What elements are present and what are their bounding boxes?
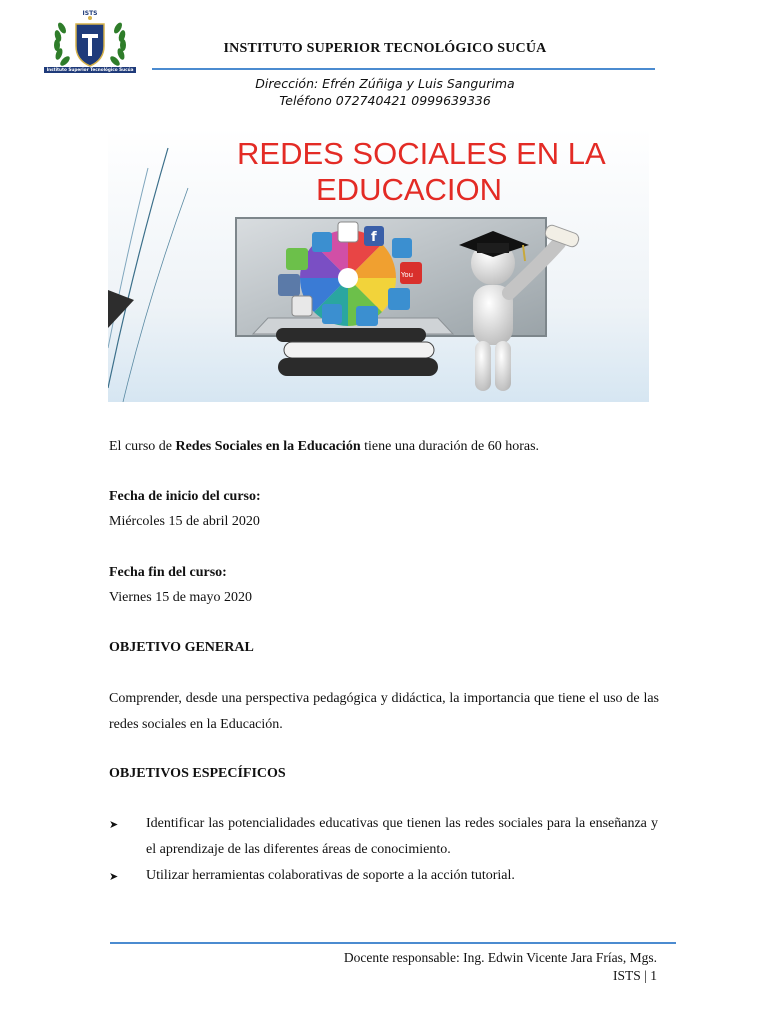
course-banner-image (108, 128, 649, 402)
specific-objective-item: Utilizar herramientas colaborativas de soporte a la acción tutorial. (146, 868, 515, 883)
banner-title-line1: REDES SOCIALES EN LA (237, 136, 606, 171)
phone-line: Teléfono 072740421 0999639336 (279, 93, 491, 108)
end-date-label: Fecha fin del curso: (109, 565, 227, 580)
intro-after: tiene una duración de 60 horas. (360, 439, 540, 454)
footer-responsible: Docente responsable: Ing. Edwin Vicente Jara Frías, Mgs. (343, 950, 657, 965)
logo-text-top: ISTS (82, 10, 98, 17)
intro-before: El curso de (109, 439, 176, 454)
course-name: Redes Sociales en la Educación (175, 439, 361, 454)
banner-title-line2: EDUCACION (316, 172, 503, 207)
bullet-arrow-icon: ➤ (109, 819, 119, 831)
end-date-value: Viernes 15 de mayo 2020 (109, 590, 253, 605)
bullet-arrow-icon: ➤ (109, 871, 119, 883)
footer-page-number: ISTS | 1 (613, 968, 657, 983)
specific-objectives-heading: OBJETIVOS ESPECÍFICOS (109, 766, 286, 781)
institute-logo (40, 10, 140, 80)
address-block (150, 75, 620, 109)
svg-text:You: You (401, 271, 414, 279)
start-date-label: Fecha de inicio del curso: (109, 489, 261, 504)
general-objective-text: Comprender, desde una perspectiva pedagógica y didáctica, la importancia que tiene el uso de las redes sociales en la Educación. (109, 691, 659, 732)
institute-title: INSTITUTO SUPERIOR TECNOLÓGICO SUCÚA (223, 41, 547, 56)
header-divider (152, 68, 655, 70)
general-objective-heading: OBJETIVO GENERAL (109, 640, 254, 655)
footer-divider (110, 942, 676, 944)
svg-text:f: f (371, 230, 377, 245)
specific-objective-item: Identificar las potencialidades educativas que tienen las redes sociales para la enseñanza y el aprendizaje de las diferentes áreas de conocimiento. (146, 816, 658, 857)
start-date-value: Miércoles 15 de abril 2020 (109, 514, 260, 529)
logo-text-bottom: Instituto Superior Tecnológico Sucúa (46, 67, 134, 72)
address-line: Dirección: Efrén Zúñiga y Luis Sangurima (255, 76, 515, 91)
course-intro (109, 438, 659, 456)
